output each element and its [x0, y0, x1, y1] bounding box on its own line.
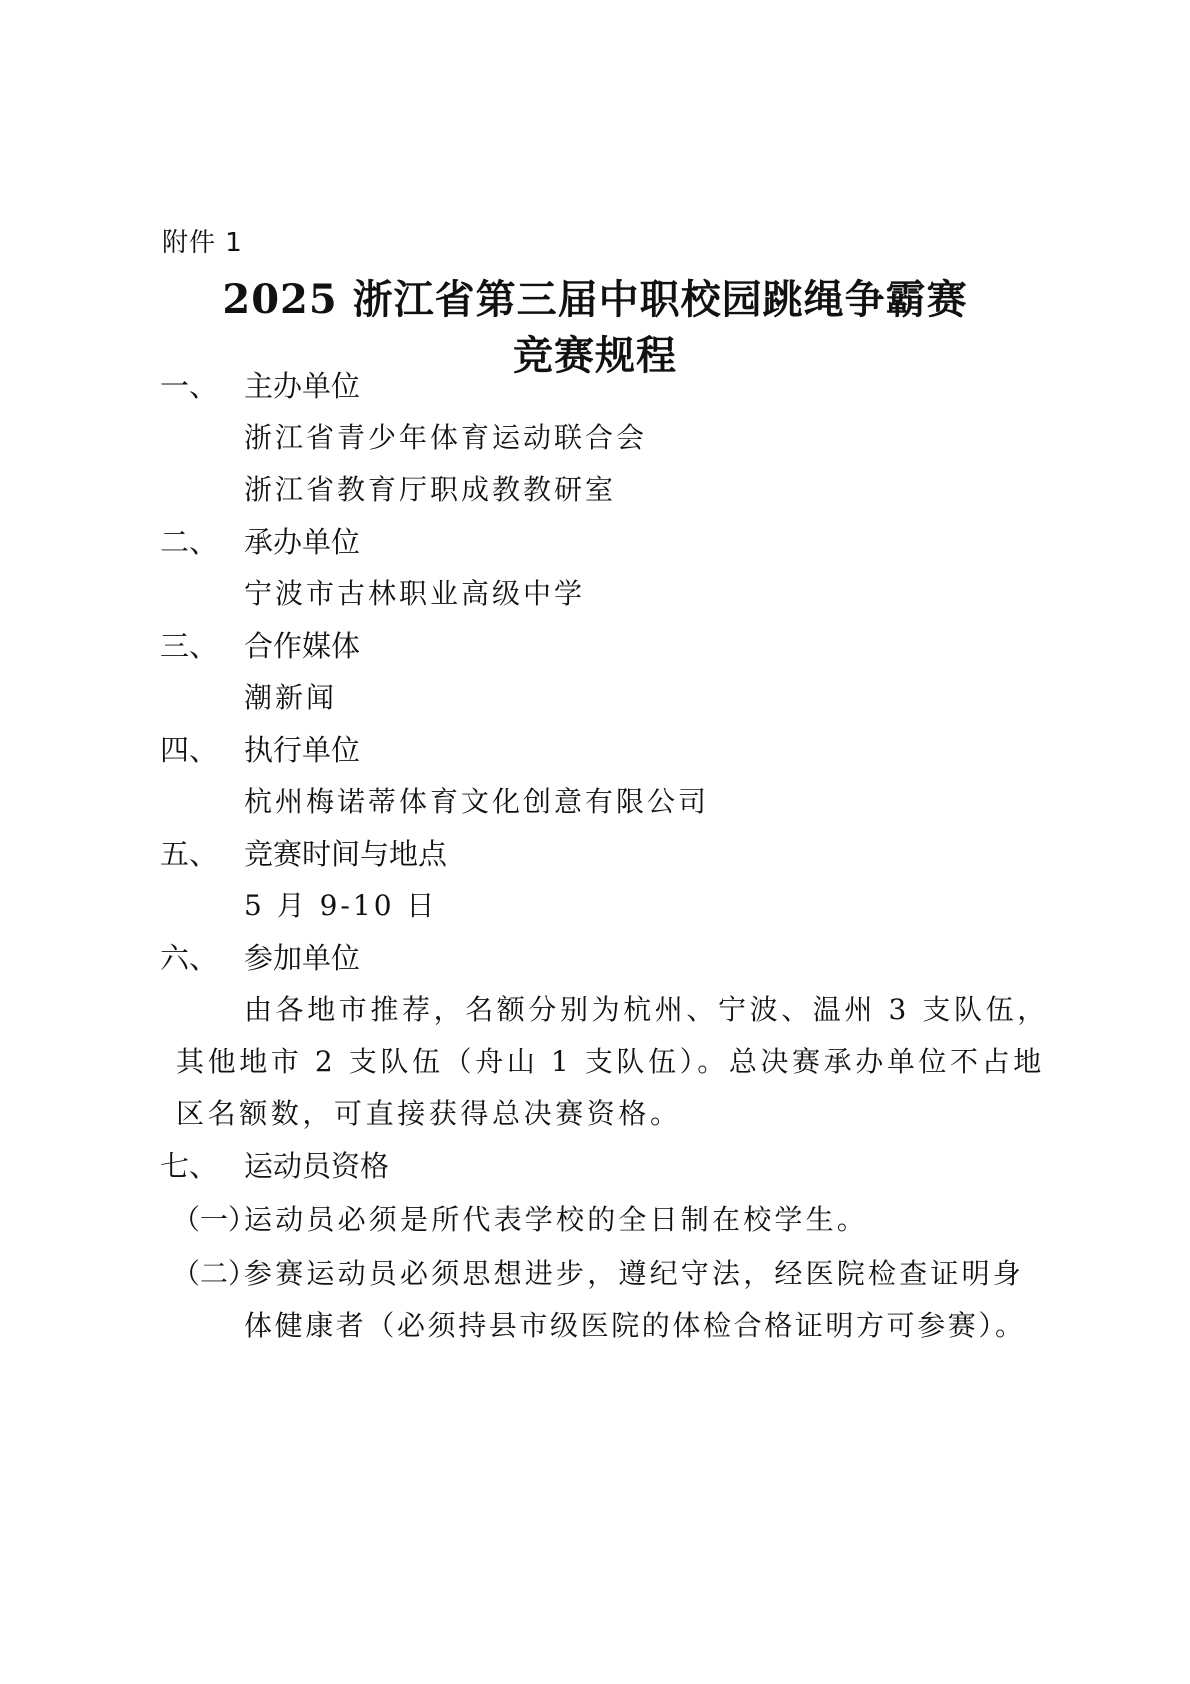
subitem-text: 运动员必须是所代表学校的全日制在校学生。 [244, 1203, 869, 1236]
subitem-mark: （一） [172, 1203, 257, 1236]
section-heading-2 [160, 522, 360, 562]
section-item: 潮新闻 [244, 681, 338, 714]
section-heading-7 [160, 1146, 389, 1186]
paragraph-line: 由各地市推荐，名额分别为杭州、宁波、温州 3 支队伍， [244, 993, 1049, 1026]
section-title: 承办单位 [244, 525, 361, 559]
section-item: 杭州梅诺蒂体育文化创意有限公司 [244, 785, 710, 818]
section-item: 浙江省青少年体育运动联合会 [244, 421, 648, 454]
section-number: 六、 [160, 941, 219, 975]
section-item: 5 月 9-10 日 [244, 889, 438, 922]
section-number: 五、 [160, 837, 219, 871]
section-title: 主办单位 [244, 369, 361, 403]
subitem-1 [172, 1200, 868, 1240]
document-title-line2: 竞赛规程 [513, 332, 677, 379]
section-title: 运动员资格 [244, 1149, 390, 1183]
attachment-label: 附件 1 [162, 228, 243, 258]
paragraph-line: 其他地市 2 支队伍（舟山 1 支队伍）。总决赛承办单位不占地 [176, 1045, 1045, 1078]
section-heading-4 [160, 730, 360, 770]
section-title: 合作媒体 [244, 629, 361, 663]
section-heading-1 [160, 366, 360, 406]
section-title: 参加单位 [244, 941, 361, 975]
section-heading-6 [160, 938, 360, 978]
paragraph-line: 区名额数，可直接获得总决赛资格。 [176, 1097, 682, 1130]
subitem-mark: （二） [172, 1257, 257, 1290]
section-item: 浙江省教育厅职成教教研室 [244, 473, 617, 506]
subitem-text: 参赛运动员必须思想进步，遵纪守法，经医院检查证明身 [244, 1257, 1025, 1290]
section-number: 一、 [160, 369, 219, 403]
section-number: 四、 [160, 733, 219, 767]
section-title: 竞赛时间与地点 [244, 837, 448, 871]
section-heading-3 [160, 626, 360, 666]
section-heading-5 [160, 834, 447, 874]
section-title: 执行单位 [244, 733, 361, 767]
subitem-2 [172, 1254, 1024, 1294]
subitem-text-continuation: 体健康者（必须持县市级医院的体检合格证明方可参赛）。 [244, 1309, 1026, 1342]
section-number: 七、 [160, 1149, 219, 1183]
section-number: 二、 [160, 525, 219, 559]
section-item: 宁波市古林职业高级中学 [244, 577, 586, 610]
document-title-line1: 2025 浙江省第三届中职校园跳绳争霸赛 [222, 276, 968, 323]
section-number: 三、 [160, 629, 219, 663]
